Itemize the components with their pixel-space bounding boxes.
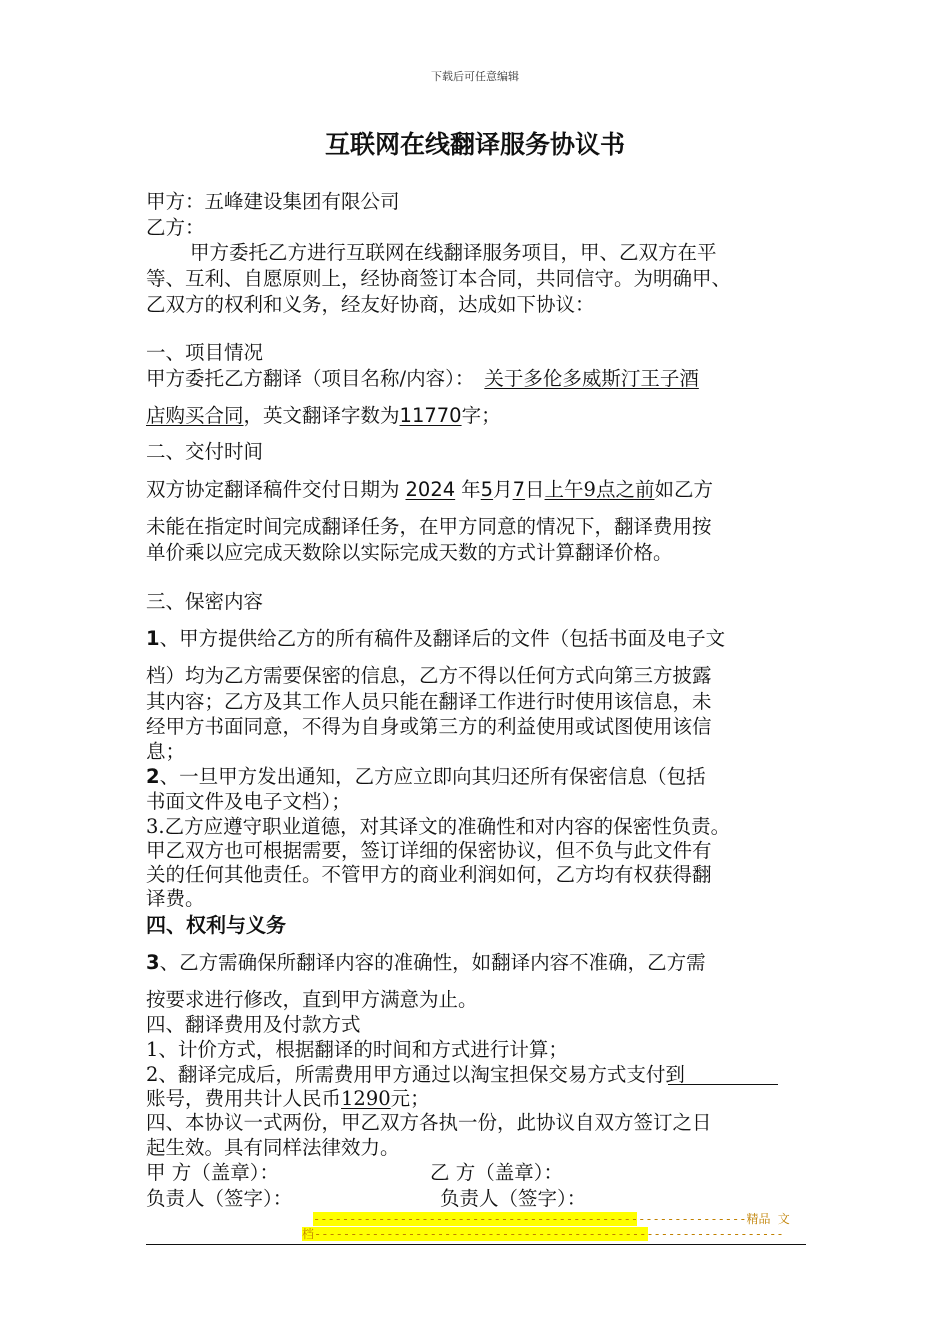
rights-item-number: 3 [146,951,160,974]
rights-line-1 [146,950,706,976]
section2-heading: 二、交付时间 [146,440,264,463]
section1-line-2 [146,403,501,429]
rights-line-2: 按要求进行修改，直到甲方满意为止。 [146,988,478,1011]
party-b-signature: 负责人（签字）： [440,1187,587,1210]
account-blank-line [668,1084,778,1085]
fee-line-2: 2、翻译完成后，所需费用甲方通过以淘宝担保交易方式支付到 [146,1063,685,1086]
confidential-item3-line-4: 译费。 [146,887,205,910]
confidential-item1-text: 、甲方提供给乙方的所有稿件及翻译后的文件（包括书面及电子文 [159,627,726,650]
party-a: 甲方：五峰建设集团有限公司 [146,190,400,213]
footer-banner-line-1: ------------------------------------------------------------精品 文 [313,1212,790,1226]
delivery-prefix: 双方协定翻译稿件交付日期为 [146,478,400,501]
confidential-item1-line-5: 息； [146,740,186,763]
confidential-item2-line-1 [146,764,706,790]
delivery-day: 7 [512,478,526,501]
section2-line-1 [146,477,713,503]
footer-banner-line-2: 档----------------------------------------------------------------- [302,1227,784,1241]
wordcount-value: 11770 [399,404,462,427]
section1-line-1 [146,366,699,392]
fee-line-1: 1、计价方式，根据翻译的时间和方式进行计算； [146,1038,568,1061]
section5-heading: 四、翻译费用及付款方式 [146,1013,361,1036]
confidential-item3-line-2: 甲乙双方也可根据需要，签订详细的保密协议，但不负与此文件有 [146,839,712,862]
section1-heading: 一、项目情况 [146,341,264,364]
party-b-seal: 乙 方（盖章）： [430,1161,563,1184]
intro-line-2: 等、互利、自愿原则上，经协商签订本合同，共同信守。为明确甲、 [146,267,732,290]
section4-heading: 四、权利与义务 [146,913,286,937]
confidential-item1-number: 1 [146,627,160,650]
confidential-item1-line-4: 经甲方书面同意，不得为自身或第三方的利益使用或试图使用该信 [146,715,712,738]
delivery-day-unit: 日 [525,478,545,501]
delivery-year: 2024 [405,478,456,501]
delivery-month-unit: 月 [493,478,513,501]
project-name-part2: 店购买合同 [146,404,244,427]
document-title: 互联网在线翻译服务协议书 [324,130,625,159]
confidential-item2-line-2: 书面文件及电子文档）； [146,790,351,813]
intro-line-3: 乙双方的权利和义务，经友好协商，达成如下协议： [146,293,595,316]
confidential-item2-text: 、一旦甲方发出通知，乙方应立即向其归还所有保密信息（包括 [159,765,706,788]
fee-amount: 1290 [341,1087,391,1110]
term-line-1: 四、本协议一式两份，甲乙双方各执一份，此协议自双方签订之日 [146,1111,712,1134]
confidential-item3-line-1: 3.乙方应遵守职业道德，对其译文的准确性和对内容的保密性负责。 [146,815,731,838]
delivery-year-unit: 年 [461,478,481,501]
fee-prefix: 账号，费用共计人民币 [146,1087,342,1110]
fee-line-3 [146,1086,430,1112]
confidential-item1-line-3: 其内容；乙方及其工作人员只能在翻译工作进行时使用该信息，未 [146,690,712,713]
confidential-item1-line-1 [146,626,725,652]
term-line-2: 起生效。具有同样法律效力。 [146,1136,400,1159]
confidential-item2-number: 2 [146,765,160,788]
rights-item-text: 、乙方需确保所翻译内容的准确性，如翻译内容不准确，乙方需 [159,951,706,974]
project-name-part1: 关于多伦多威斯汀王子酒 [484,367,699,390]
section3-heading: 三、保密内容 [146,590,264,613]
bottom-rule [146,1244,806,1245]
wordcount-prefix: ，英文翻译字数为 [243,404,400,427]
intro-line-1: 甲方委托乙方进行互联网在线翻译服务项目，甲、乙双方在平 [190,241,717,264]
confidential-item1-line-2: 档）均为乙方需要保密的信息，乙方不得以任何方式向第三方披露 [146,664,712,687]
confidential-item3-line-3: 关的任何其他责任。不管甲方的商业利润如何，乙方均有权获得翻 [146,863,712,886]
fee-suffix: 元； [390,1087,430,1110]
party-b: 乙方： [146,216,205,239]
header-note: 下载后可任意编辑 [431,70,519,83]
delivery-suffix: 如乙方 [654,478,713,501]
delivery-time: 上午9点之前 [544,478,655,501]
wordcount-suffix: 字； [461,404,501,427]
section2-line-2: 未能在指定时间完成翻译任务，在甲方同意的情况下，翻译费用按 [146,515,712,538]
party-a-seal: 甲 方（盖章）： [146,1161,279,1184]
party-a-signature: 负责人（签字）： [146,1187,293,1210]
project-prefix: 甲方委托乙方翻译（项目名称/内容）： [146,367,475,390]
section2-line-3: 单价乘以应完成天数除以实际完成天数的方式计算翻译价格。 [146,541,673,564]
delivery-month: 5 [480,478,494,501]
